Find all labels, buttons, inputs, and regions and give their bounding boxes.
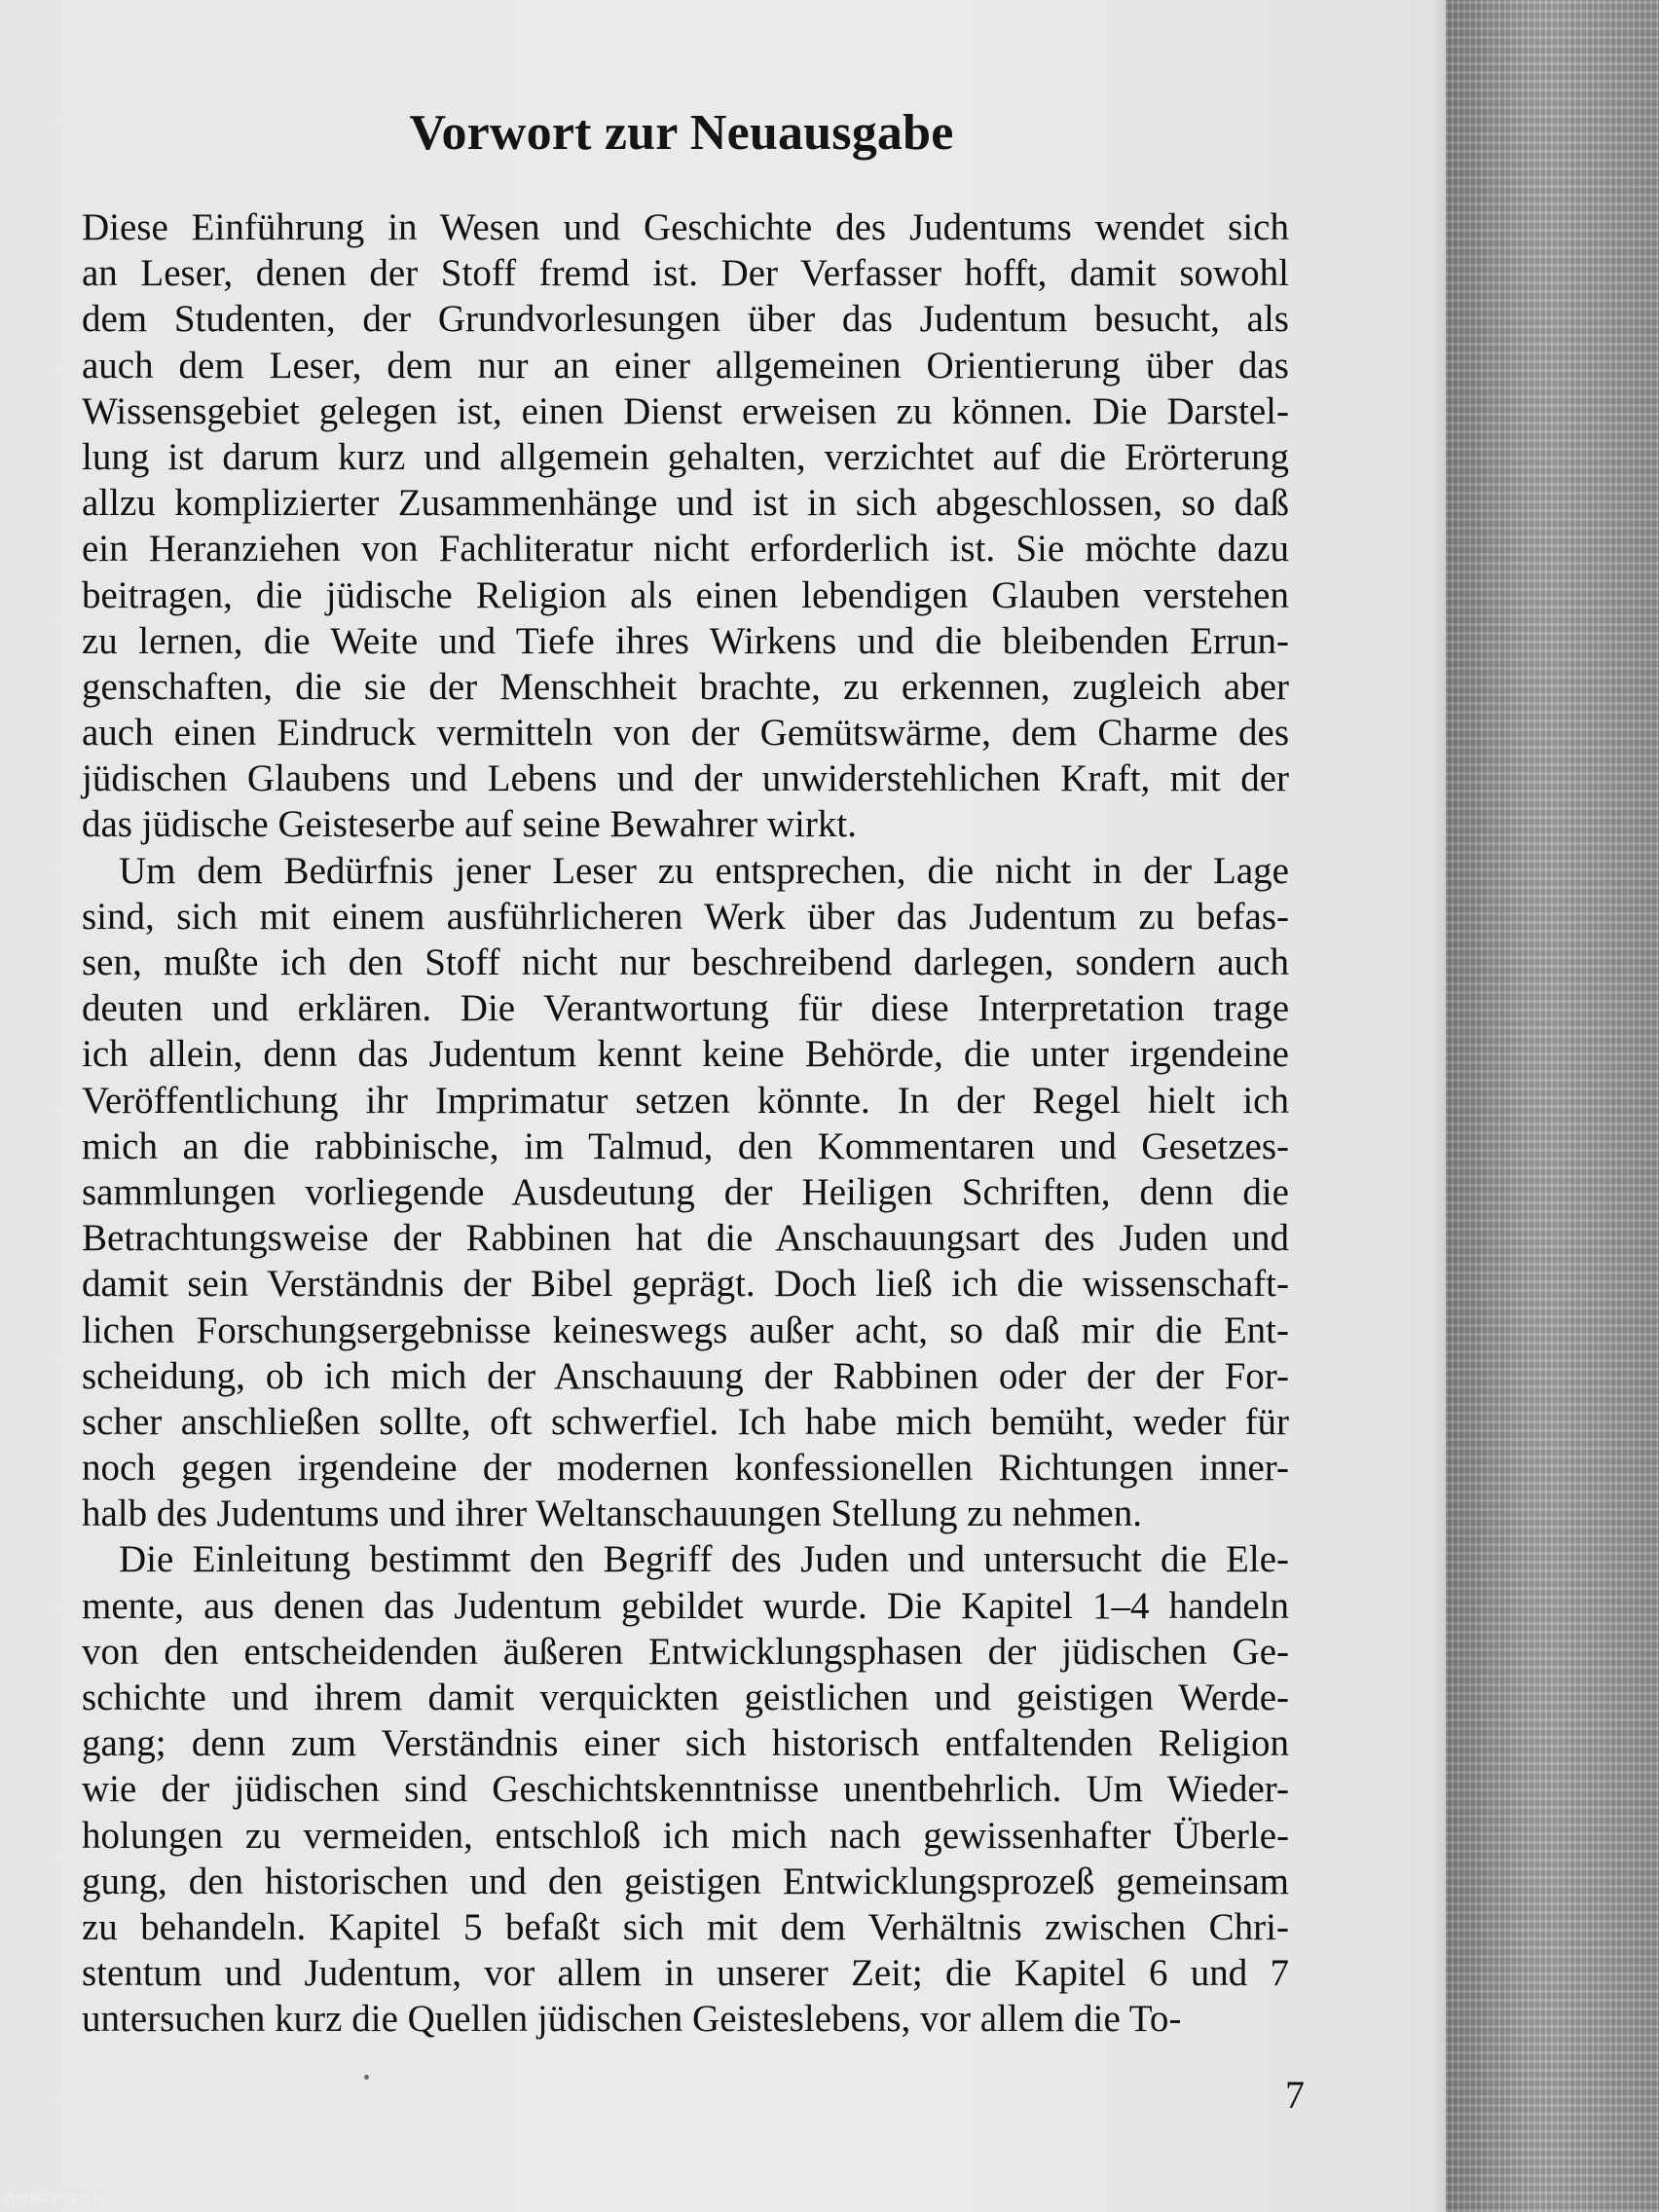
text-line: Diese Einführung in Wesen und Geschichte des Judentums wendet sich — [82, 206, 1289, 248]
text-line: das jüdische Geisteserbe auf seine Bewahrer wirkt. — [82, 803, 857, 846]
text-line: lung ist darum kurz und allgemein gehalten, verzichtet auf die Erörterung — [82, 435, 1289, 478]
page-number: 7 — [1285, 2073, 1305, 2117]
text-line: ich allein, denn das Judentum kennt keine Behörde, die unter irgendeine — [82, 1033, 1289, 1076]
text-line: noch gegen irgendeine der modernen konfessionellen Richtungen inner- — [82, 1447, 1289, 1490]
fabric-background — [1446, 0, 1659, 2212]
text-line: Die Einleitung bestimmt den Begriff des Juden und untersucht die Ele- — [119, 1538, 1289, 1581]
text-line: mich an die rabbinische, im Talmud, den Kommentaren und Gesetzes- — [82, 1124, 1289, 1167]
text-line: ein Heranziehen von Fachliteratur nicht erforderlich ist. Sie möchte dazu — [82, 528, 1289, 571]
text-line: holungen zu vermeiden, entschloß ich mich nach gewissenhafter Überle- — [82, 1814, 1289, 1857]
text-line: halb des Judentums und ihrer Weltanschauungen Stellung zu nehmen. — [82, 1493, 1142, 1535]
paragraph-1 — [82, 204, 1289, 848]
text-line: Um dem Bedürfnis jener Leser zu entsprechen, die nicht in der Lage — [119, 849, 1289, 892]
text-line: allzu komplizierter Zusammenhänge und ist in sich abgeschlossen, so daß — [82, 482, 1289, 525]
text-line: auch dem Leser, dem nur an einer allgemeinen Orientierung über das — [82, 344, 1289, 387]
text-line: auch einen Eindruck vermitteln von der Gemütswärme, dem Charme des — [82, 712, 1289, 755]
text-line: beitragen, die jüdische Religion als einen lebendigen Glauben verstehen — [82, 573, 1289, 616]
text-line: gang; denn zum Verständnis einer sich historisch entfaltenden Religion — [82, 1722, 1289, 1765]
text-line: mente, aus denen das Judentum gebildet wurde. Die Kapitel 1–4 handeln — [82, 1584, 1289, 1627]
watermark: Antikvárium.hu — [6, 2191, 111, 2206]
text-line: wie der jüdischen sind Geschichtskenntnisse unentbehrlich. Um Wieder- — [82, 1768, 1289, 1811]
text-line: von den entscheidenden äußeren Entwicklungsphasen der jüdischen Ge- — [82, 1630, 1289, 1673]
ink-speck — [364, 2075, 369, 2080]
page-title: Vorwort zur Neuausgabe — [409, 104, 954, 161]
text-line: scheidung, ob ich mich der Anschauung der Rabbinen oder der der For- — [82, 1354, 1289, 1397]
text-line: lichen Forschungsergebnisse keineswegs außer acht, so daß mir die Ent- — [82, 1309, 1289, 1351]
body-text — [82, 204, 1289, 2043]
text-line: zu behandeln. Kapitel 5 befaßt sich mit dem Verhältnis zwischen Chri- — [82, 1905, 1289, 1948]
text-line: scher anschließen sollte, oft schwerfiel. Ich habe mich bemüht, weder für — [82, 1400, 1289, 1443]
text-line: Wissensgebiet gelegen ist, einen Dienst erweisen zu können. Die Darstel- — [82, 389, 1289, 432]
text-line: jüdischen Glaubens und Lebens und der unwiderstehlichen Kraft, mit der — [82, 757, 1289, 800]
text-line: sind, sich mit einem ausführlicheren Werk über das Judentum zu befas- — [82, 895, 1289, 938]
text-line: Betrachtungsweise der Rabbinen hat die Anschauungsart des Juden und — [82, 1217, 1289, 1260]
text-line: genschaften, die sie der Menschheit brachte, zu erkennen, zugleich aber — [82, 665, 1289, 708]
text-line: untersuchen kurz die Quellen jüdischen Geisteslebens, vor allem die To- — [82, 1998, 1182, 2041]
text-line: an Leser, denen der Stoff fremd ist. Der Verfasser hofft, damit sowohl — [82, 252, 1289, 295]
text-line: gung, den historischen und den geistigen Entwicklungsprozeß gemeinsam — [82, 1860, 1289, 1902]
text-line: zu lernen, die Weite und Tiefe ihres Wirkens und die bleibenden Errun- — [82, 619, 1289, 662]
text-line: dem Studenten, der Grundvorlesungen über das Judentum besucht, als — [82, 298, 1289, 341]
text-line: sen, mußte ich den Stoff nicht nur beschreibend darlegen, sondern auch — [82, 941, 1289, 983]
text-line: stentum und Judentum, vor allem in unserer Zeit; die Kapitel 6 und 7 — [82, 1952, 1289, 1995]
text-line: damit sein Verständnis der Bibel geprägt. Doch ließ ich die wissenschaft- — [82, 1263, 1289, 1306]
text-line: sammlungen vorliegende Ausdeutung der Heiligen Schriften, denn die — [82, 1170, 1289, 1213]
text-line: schichte und ihrem damit verquickten geistlichen und geistigen Werde- — [82, 1677, 1289, 1718]
paragraph-2 — [82, 848, 1289, 1537]
text-line: Veröffentlichung ihr Imprimatur setzen könnte. In der Regel hielt ich — [82, 1079, 1289, 1122]
paragraph-3 — [82, 1536, 1289, 2042]
text-line: deuten und erklären. Die Verantwortung für diese Interpretation trage — [82, 987, 1289, 1030]
